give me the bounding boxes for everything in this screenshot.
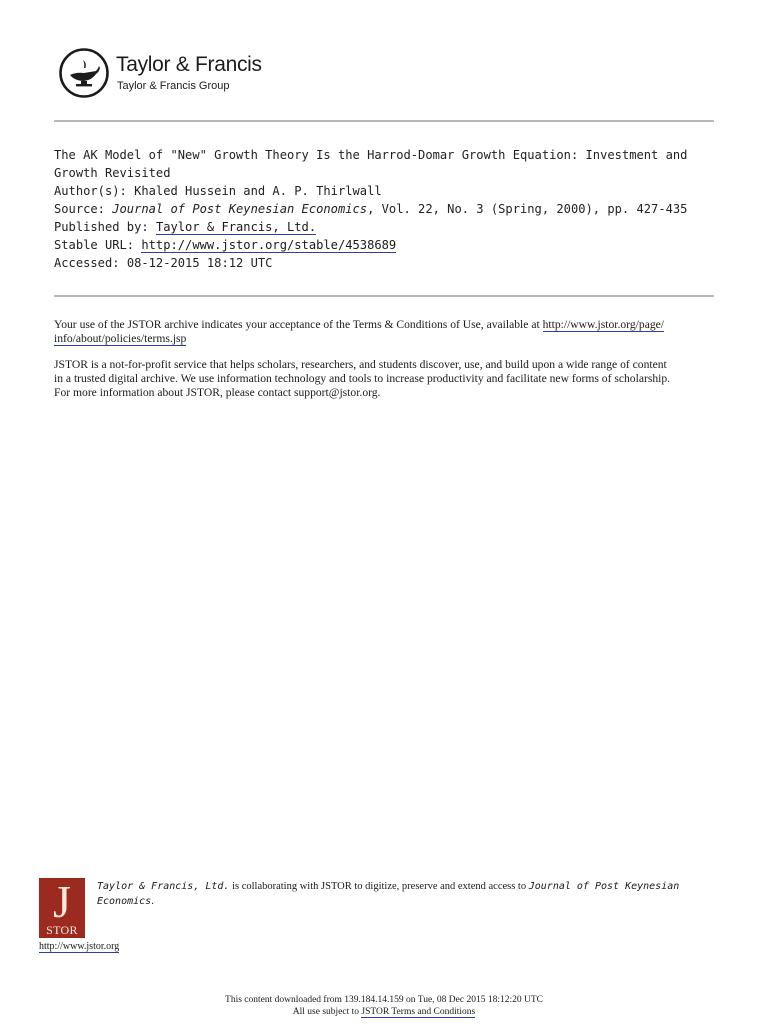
source-label: Source: [54, 202, 105, 216]
authors: Khaled Hussein and A. P. Thirlwall [134, 184, 382, 198]
download-footer [0, 994, 768, 1018]
published-line [54, 218, 720, 236]
about-jstor-paragraph [54, 358, 716, 400]
terms-link-continued[interactable]: info/about/policies/terms.jsp [54, 332, 187, 345]
stable-url-label: Stable URL: [54, 238, 135, 252]
about-line-3: For more information about JSTOR, please contact support@jstor.org. [54, 386, 381, 399]
accessed-line [54, 254, 720, 272]
stable-url-link[interactable]: http://www.jstor.org/stable/4538689 [141, 238, 397, 252]
authors-label: Author(s): [54, 184, 127, 198]
citation-block [54, 146, 720, 272]
source-details: , Vol. 22, No. 3 (Spring, 2000), pp. 427-435 [367, 202, 688, 216]
jstor-logo[interactable] [39, 878, 85, 938]
oil-lamp-icon [58, 47, 110, 99]
terms-link[interactable]: http://www.jstor.org/page/ [542, 318, 664, 331]
terms-notice [54, 318, 716, 412]
footer-terms-link[interactable]: JSTOR Terms and Conditions [361, 1007, 476, 1017]
collab-publisher: Taylor & Francis, Ltd. [97, 881, 230, 892]
collab-end: . [151, 895, 154, 907]
publisher-link[interactable]: Taylor & Francis, Ltd. [155, 220, 317, 234]
about-line-2: in a trusted digital archive. We use information technology and tools to increase productivity and facilitate new forms of scholarship. [54, 372, 671, 385]
jstor-url-container [39, 941, 119, 952]
accessed-label: Accessed: [54, 256, 120, 270]
publisher-group: Taylor & Francis Group [117, 80, 230, 92]
jstor-logo-word: STOR [46, 923, 78, 937]
collab-journal-continued: Economics [97, 895, 152, 907]
terms-text: Your use of the JSTOR archive indicates your acceptance of the Terms & Conditions of Use, available at [54, 318, 540, 331]
collab-text: is collaborating with JSTOR to digitize, preserve and extend access to [232, 881, 527, 892]
article-title-line-1: The AK Model of "New" Growth Theory Is the Harrod-Domar Growth Equation: Investment and [54, 148, 688, 162]
collaboration-notice [97, 880, 712, 909]
collab-journal: Journal of Post Keynesian [528, 881, 680, 892]
source-line [54, 200, 720, 218]
accessed-date: 08-12-2015 18:12 UTC [126, 256, 273, 270]
middle-divider [54, 295, 714, 297]
top-divider [54, 120, 714, 122]
source-journal: Journal of Post Keynesian Economics [112, 202, 368, 216]
jstor-logo-letter: J [53, 876, 71, 927]
published-label: Published by: [54, 220, 149, 234]
footer-terms-text: All use subject to [292, 1007, 360, 1017]
authors-line [54, 182, 720, 200]
terms-paragraph [54, 318, 716, 346]
about-line-1: JSTOR is a not-for-profit service that helps scholars, researchers, and students discover, use, and build upon a wide range of content [54, 358, 667, 371]
publisher-logo [58, 47, 268, 101]
article-title-line-2: Growth Revisited [54, 166, 171, 180]
footer-terms-line [0, 1006, 768, 1018]
publisher-name: Taylor & Francis [116, 53, 262, 76]
jstor-home-link[interactable]: http://www.jstor.org [39, 941, 120, 952]
stable-url-line [54, 236, 720, 254]
footer-download-info: This content downloaded from 139.184.14.159 on Tue, 08 Dec 2015 18:12:20 UTC [225, 995, 543, 1005]
